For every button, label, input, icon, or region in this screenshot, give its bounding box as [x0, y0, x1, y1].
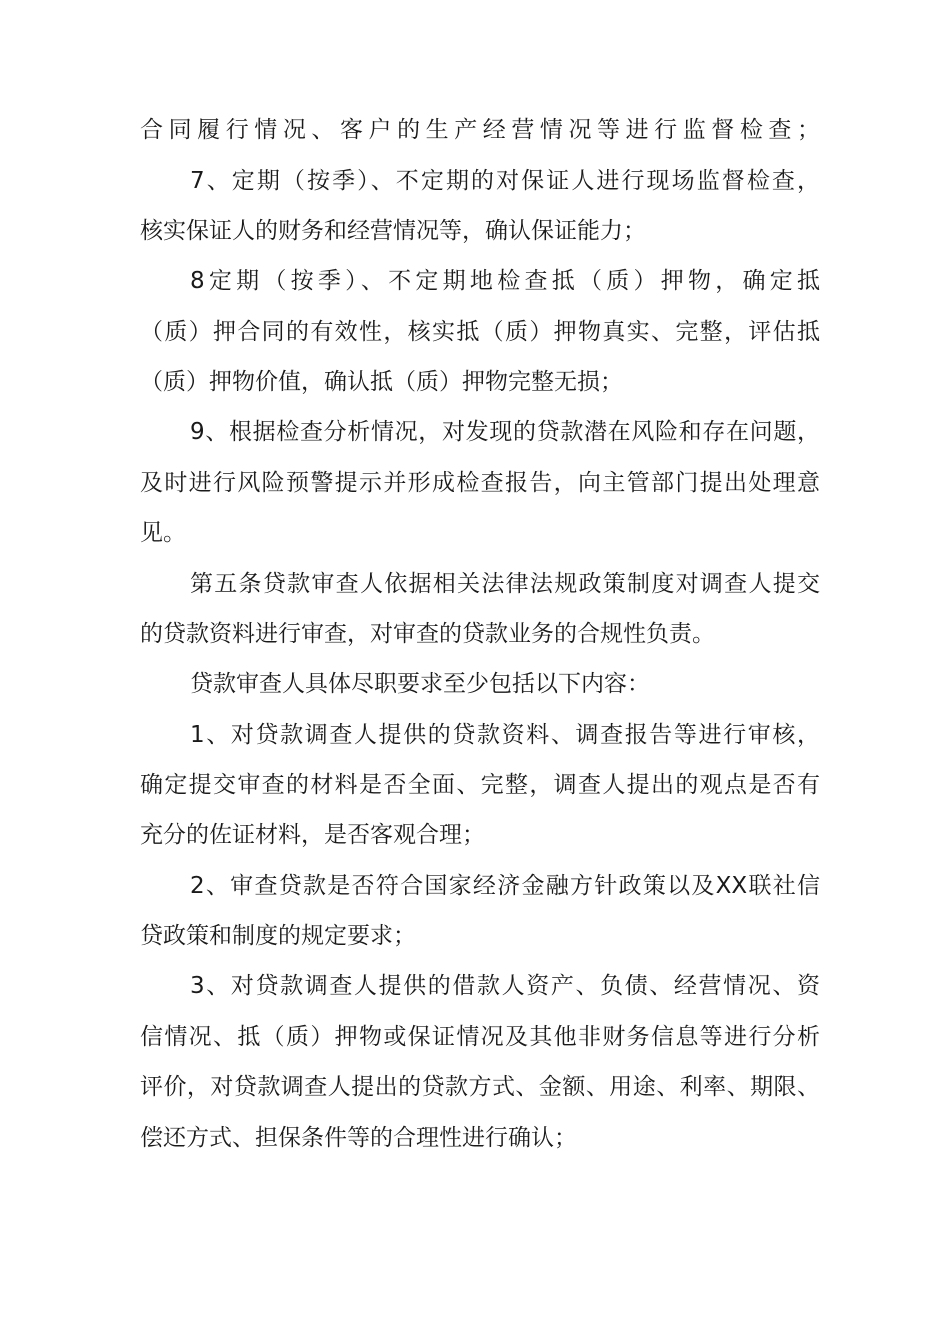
text-line: 3、对贷款调查人提供的借款人资产、负债、经营情况、资	[190, 973, 820, 999]
text-line: 贷款审查人具体尽职要求至少包括以下内容：	[190, 671, 650, 697]
text-line: 充分的佐证材料，是否客观合理；	[140, 822, 485, 848]
text-line: 贷政策和制度的规定要求；	[140, 923, 416, 949]
text-line: 及时进行风险预警提示并形成检查报告，向主管部门提出处理意	[140, 470, 820, 496]
text-line: 核实保证人的财务和经营情况等，确认保证能力；	[140, 218, 646, 244]
text-line: 9、根据检查分析情况，对发现的贷款潜在风险和存在问题，	[190, 419, 820, 445]
text-line: 8定期（按季）、不定期地检查抵（质）押物，确定抵	[190, 268, 820, 294]
text-line: 1、对贷款调查人提供的贷款资料、调查报告等进行审核，	[190, 722, 820, 748]
text-line: 见。	[140, 520, 186, 546]
text-line: 7、定期（按季）、不定期的对保证人进行现场监督检查，	[190, 168, 820, 194]
text-line: （质）押物价值，确认抵（质）押物完整无损；	[140, 369, 623, 395]
text-line: （质）押合同的有效性，核实抵（质）押物真实、完整，评估抵	[140, 319, 820, 345]
text-line: 的贷款资料进行审查，对审查的贷款业务的合规性负责。	[140, 621, 715, 647]
text-line: 第五条贷款审查人依据相关法律法规政策制度对调查人提交	[190, 571, 820, 597]
text-line: 合同履行情况、客户的生产经营情况等进行监督检查；	[140, 117, 820, 143]
text-line: 2、审查贷款是否符合国家经济金融方针政策以及XX联社信	[190, 873, 820, 899]
text-line: 评价，对贷款调查人提出的贷款方式、金额、用途、利率、期限、	[140, 1074, 820, 1100]
text-line: 偿还方式、担保条件等的合理性进行确认；	[140, 1125, 577, 1151]
text-line: 信情况、抵（质）押物或保证情况及其他非财务信息等进行分析	[140, 1024, 820, 1050]
text-line: 确定提交审查的材料是否全面、完整，调查人提出的观点是否有	[140, 772, 820, 798]
